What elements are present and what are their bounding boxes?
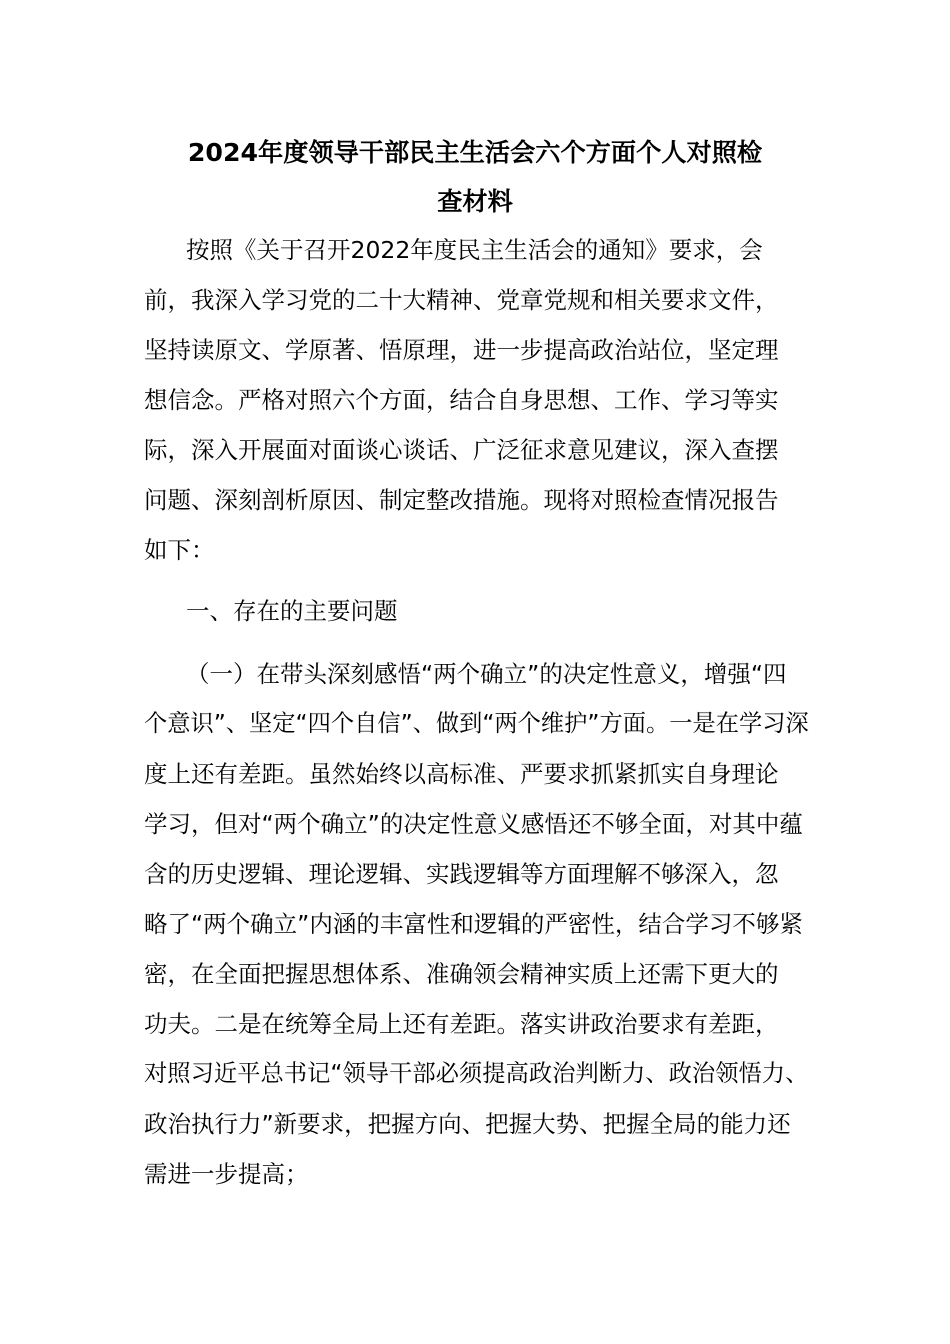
paragraph-1-line-3: 度上还有差距。虽然始终以高标准、严要求抓紧抓实自身理论 (144, 760, 779, 788)
paragraph-intro-line-2: 前，我深入学习党的二十大精神、党章党规和相关要求文件， (144, 286, 779, 314)
paragraph-intro-line-4: 想信念。严格对照六个方面，结合自身思想、工作、学习等实 (144, 386, 779, 414)
paragraph-intro-line-3: 坚持读原文、学原著、悟原理，进一步提高政治站位，坚定理 (144, 336, 779, 364)
document-title-line-2: 查材料 (437, 187, 513, 216)
paragraph-1-line-11: 需进一步提高； (144, 1160, 309, 1188)
paragraph-intro-line-5: 际，深入开展面对面谈心谈话、广泛征求意见建议，深入查摆 (144, 436, 779, 464)
section-heading-1: 一、存在的主要问题 (186, 597, 398, 625)
paragraph-1-line-4: 学习，但对“两个确立”的决定性意义感悟还不够全面，对其中蕴 (144, 810, 803, 838)
paragraph-1-line-2: 个意识”、坚定“四个自信”、做到“两个维护”方面。一是在学习深 (144, 710, 809, 737)
document-title-line-1: 2024年度领导干部民主生活会六个方面个人对照检 (187, 138, 763, 167)
paragraph-1-line-7: 密，在全面把握思想体系、准确领会精神实质上还需下更大的 (144, 960, 779, 988)
paragraph-1-line-8: 功夫。二是在统筹全局上还有差距。落实讲政治要求有差距， (144, 1010, 779, 1038)
paragraph-1-line-6: 略了“两个确立”内涵的丰富性和逻辑的严密性，结合学习不够紧 (144, 910, 803, 938)
paragraph-1-line-5: 含的历史逻辑、理论逻辑、实践逻辑等方面理解不够深入，忽 (144, 860, 779, 888)
paragraph-1-line-1: （一）在带头深刻感悟“两个确立”的决定性意义，增强“四 (186, 660, 787, 688)
paragraph-intro-line-7: 如下： (144, 536, 215, 564)
paragraph-intro-line-1: 按照《关于召开2022年度民主生活会的通知》要求，会 (186, 236, 763, 264)
paragraph-1-line-9: 对照习近平总书记“领导干部必须提高政治判断力、政治领悟力、 (144, 1060, 809, 1087)
paragraph-1-line-10: 政治执行力”新要求，把握方向、把握大势、把握全局的能力还 (144, 1110, 791, 1138)
paragraph-intro-line-6: 问题、深刻剖析原因、制定整改措施。现将对照检查情况报告 (144, 486, 779, 514)
